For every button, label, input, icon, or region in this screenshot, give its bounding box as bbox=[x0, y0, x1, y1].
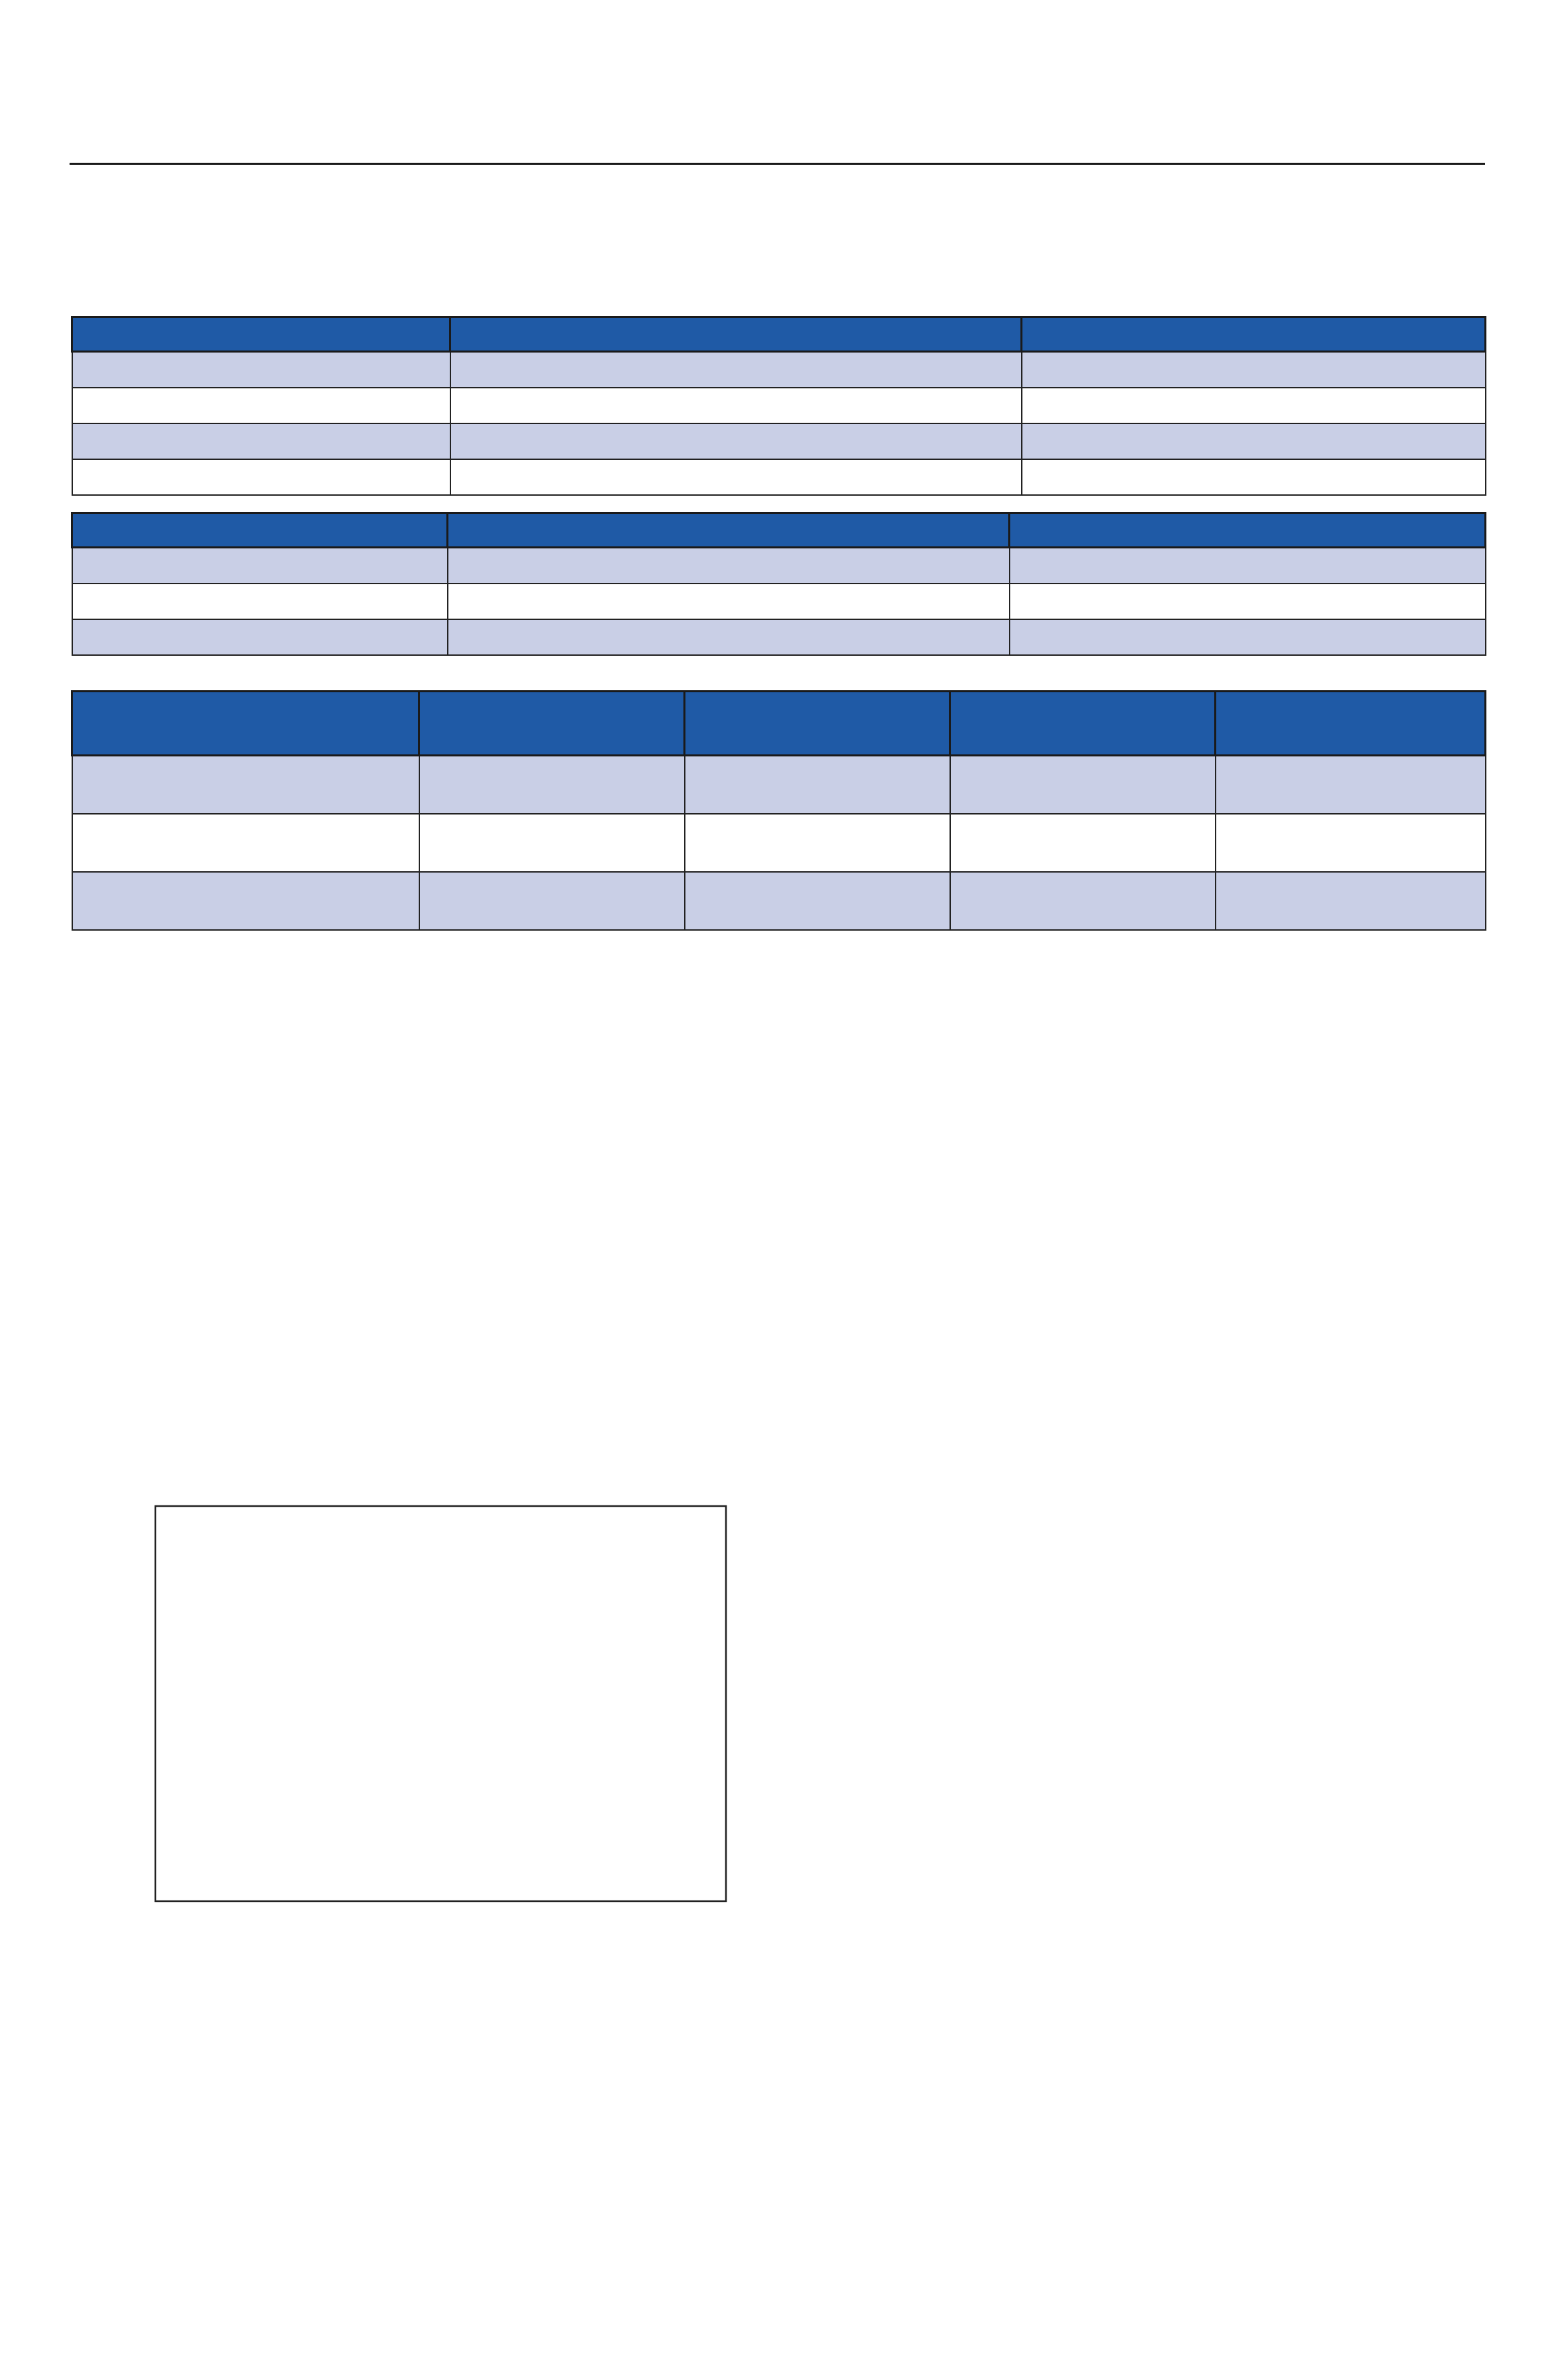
table-header-row bbox=[72, 692, 1486, 756]
table-header-row bbox=[72, 513, 1486, 548]
table-row bbox=[72, 548, 1486, 584]
table-row bbox=[72, 423, 1486, 459]
table-row bbox=[72, 619, 1486, 655]
table-pressure-difference bbox=[71, 316, 1486, 496]
table-header-cell bbox=[685, 692, 950, 756]
table-header-cell bbox=[72, 513, 448, 548]
table-header-cell bbox=[72, 317, 450, 352]
table-row bbox=[72, 872, 1486, 930]
table-header-cell bbox=[950, 692, 1216, 756]
chart1-frame bbox=[155, 1506, 726, 1901]
table-row bbox=[72, 814, 1486, 872]
table-row bbox=[72, 388, 1486, 423]
table-ice-thickness bbox=[71, 690, 1486, 931]
cyclone-track-figure bbox=[814, 1280, 1492, 1905]
ice-concentration-chart bbox=[64, 1493, 746, 1979]
table-header-cell bbox=[450, 317, 1022, 352]
table-header-cell bbox=[72, 692, 419, 756]
header-rule bbox=[70, 163, 1485, 165]
table-row bbox=[72, 352, 1486, 388]
table-header-cell bbox=[1216, 692, 1486, 756]
table-header-cell bbox=[448, 513, 1010, 548]
table-header-cell bbox=[1022, 317, 1486, 352]
table-row bbox=[72, 584, 1486, 619]
table-header-cell bbox=[419, 692, 685, 756]
table-row bbox=[72, 756, 1486, 814]
table-row bbox=[72, 459, 1486, 495]
table-cyclone-speed bbox=[71, 512, 1486, 656]
table-header-row bbox=[72, 317, 1486, 352]
table-header-cell bbox=[1010, 513, 1486, 548]
